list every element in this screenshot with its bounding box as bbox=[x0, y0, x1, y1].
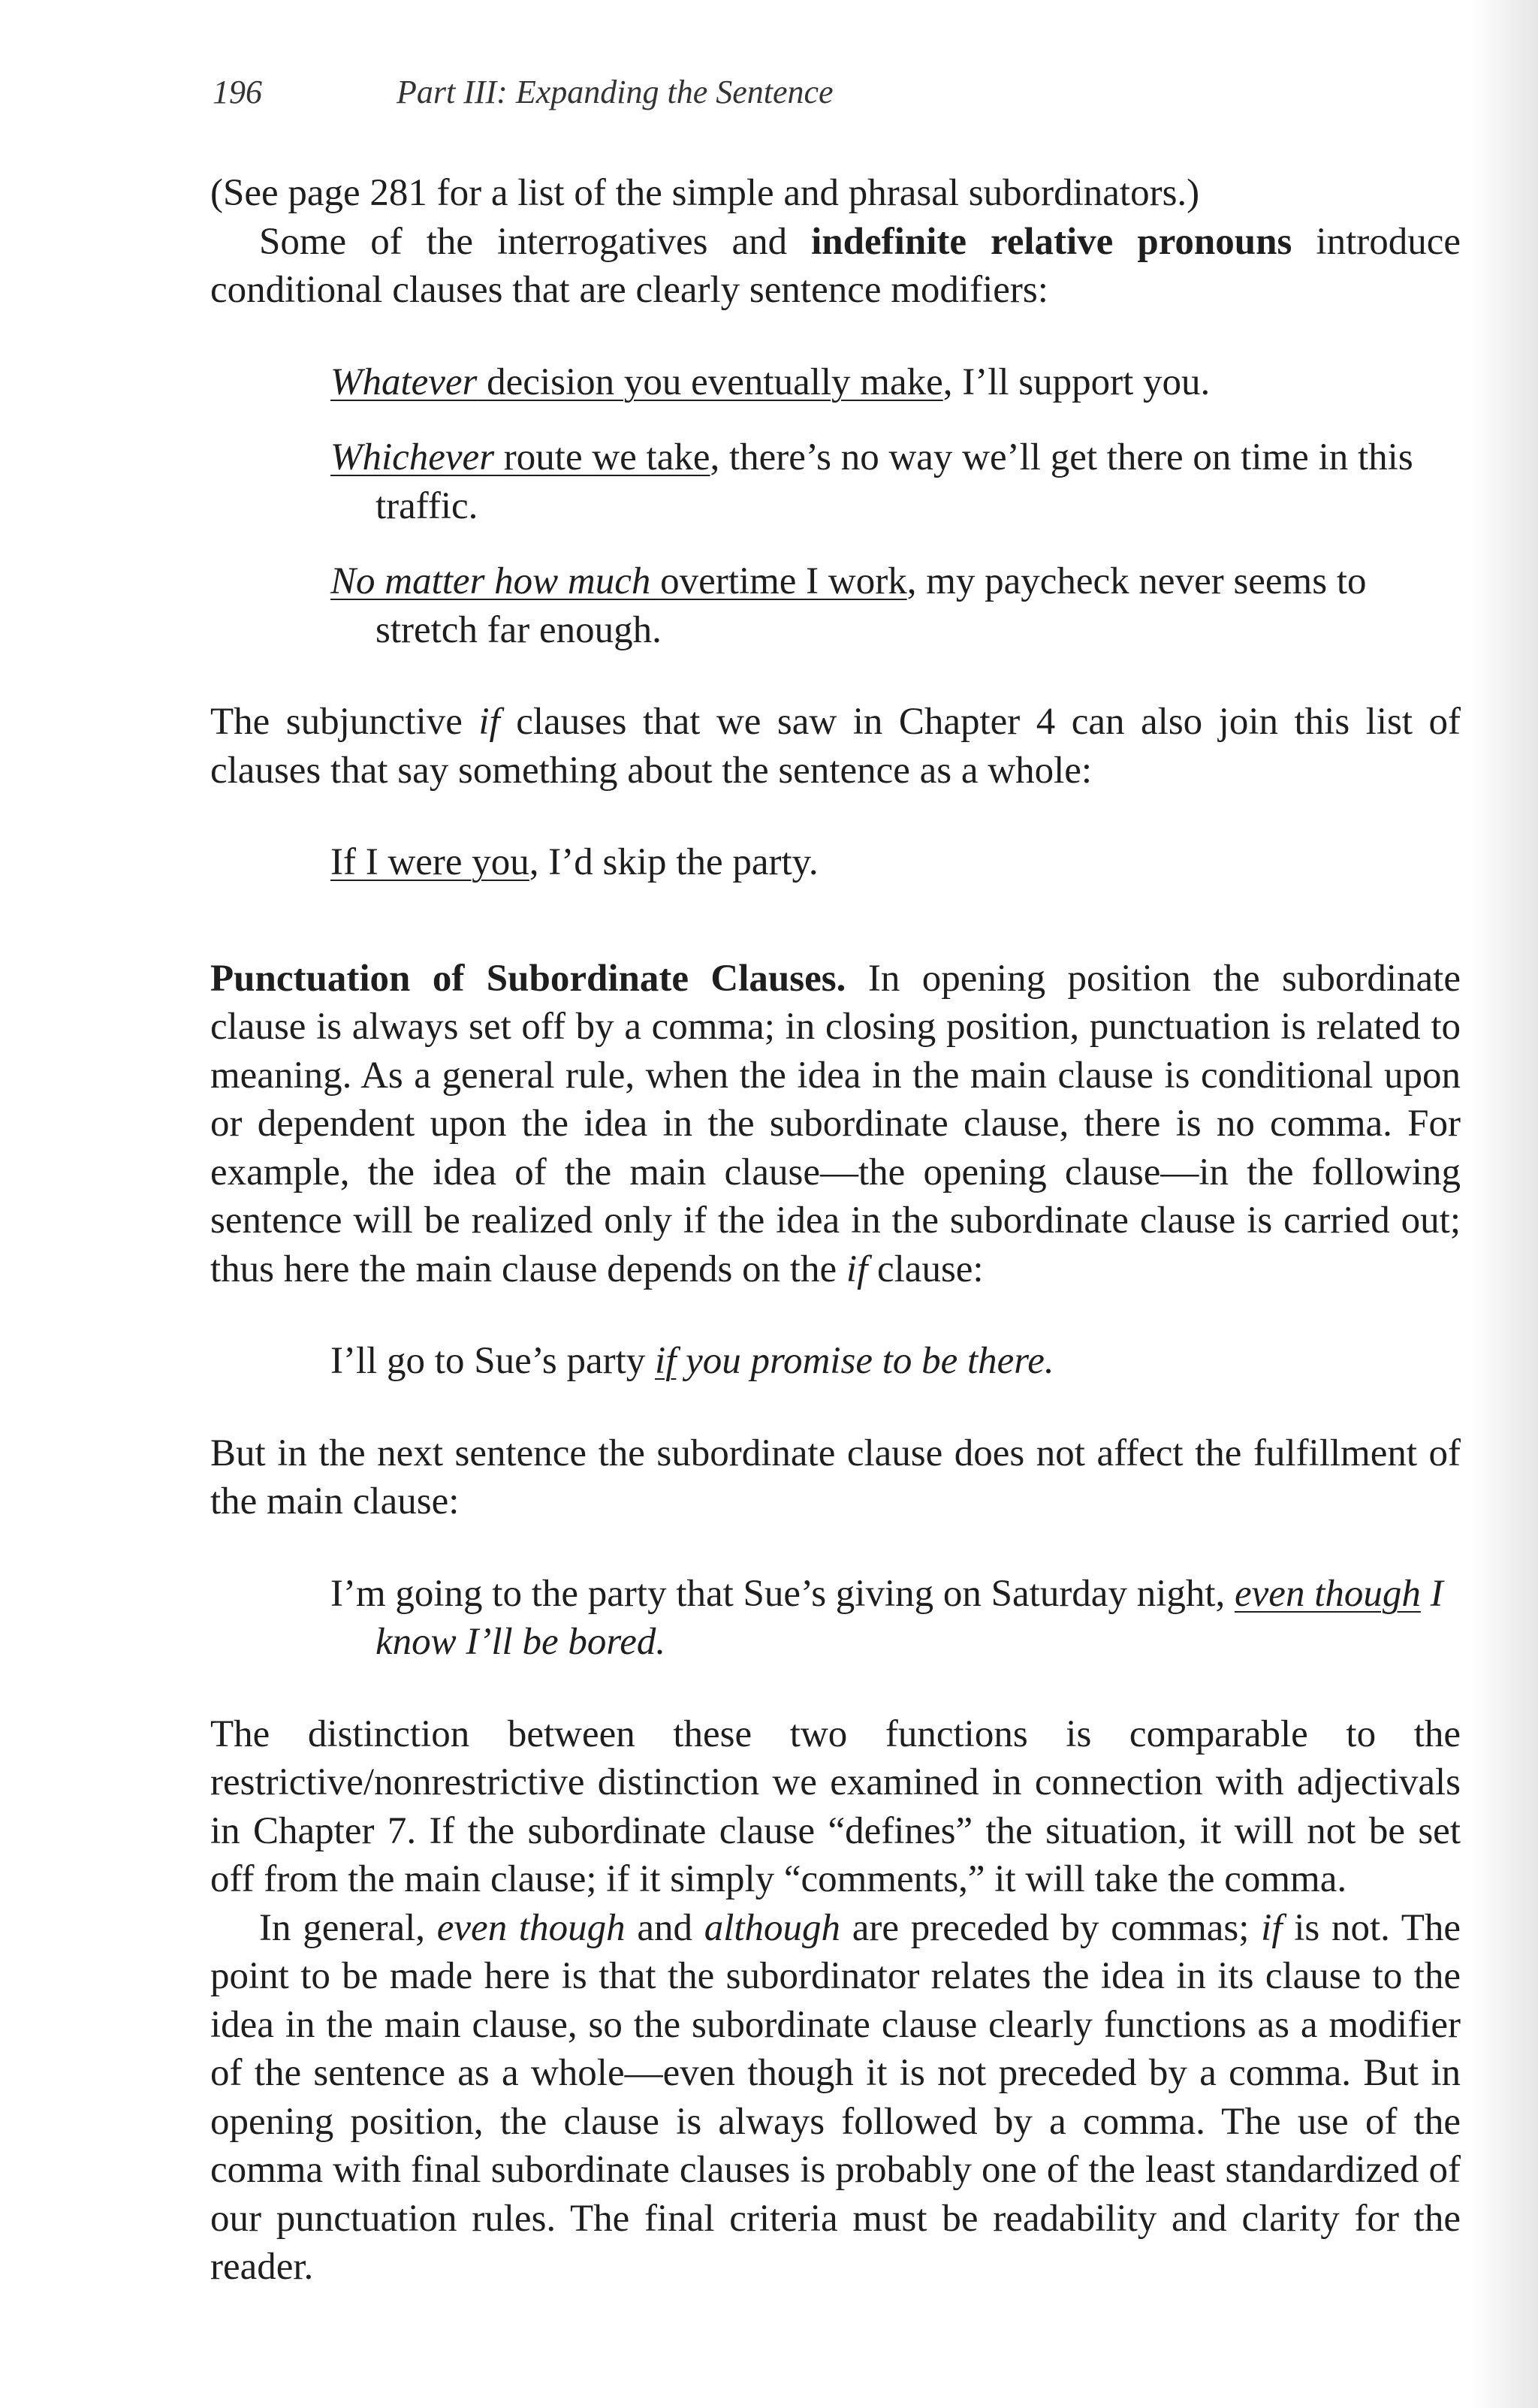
running-header bbox=[213, 71, 834, 113]
italic-clause: I know I’ll be bored. bbox=[375, 1572, 1443, 1663]
example-if-i-were-you bbox=[210, 838, 1461, 887]
bold-term: indefinite relative pronouns bbox=[811, 220, 1292, 263]
page-number: 196 bbox=[213, 74, 262, 110]
underlined-clause bbox=[330, 436, 710, 478]
text-run: , my paycheck never seems to stretch far enough. bbox=[375, 560, 1367, 651]
text-run: you promise to be there. bbox=[676, 1340, 1054, 1382]
italic-word: No matter how much bbox=[330, 560, 651, 602]
text-run: , there’s no way we’ll get there on time in this traffic. bbox=[375, 436, 1413, 527]
text-run: are preceded by commas; bbox=[840, 1906, 1262, 1949]
page-body bbox=[210, 169, 1461, 2292]
paragraph-text: But in the next sentence the subordinate clause does not affect the fulfillment of the main clause: bbox=[210, 1432, 1461, 1522]
italic-word: if bbox=[478, 701, 500, 743]
section-heading: Punctuation of Subordinate Clauses. bbox=[210, 957, 846, 1000]
text-run: clauses that we saw in Chapter 4 can also join this list of clauses that say something about the sentence as a whole: bbox=[210, 701, 1461, 792]
page-edge-shadow bbox=[1470, 0, 1538, 2408]
paragraph-next-sentence bbox=[210, 1429, 1461, 1526]
text-run: In general, bbox=[259, 1906, 437, 1949]
text-run: The subjunctive bbox=[210, 701, 479, 743]
italic-clause bbox=[655, 1340, 1054, 1382]
text-run: overtime I work bbox=[650, 560, 907, 602]
underlined-clause bbox=[330, 560, 907, 602]
italic-word: although bbox=[704, 1906, 841, 1949]
underlined-clause: If I were you bbox=[330, 841, 529, 883]
example-sues-party bbox=[210, 1337, 1461, 1386]
underlined-clause bbox=[330, 361, 943, 403]
text-run: and bbox=[625, 1906, 704, 1949]
italic-word: even though bbox=[436, 1906, 626, 1949]
paragraph-text: The distinction between these two functions is comparable to the restrictive/nonrestrictive distinction we examined in connection with adjectivals in Chapter 7. If the subordinate clause “defines” the situation, it will not be set off from the main clause; if it simply “comments,” it will take the comma. bbox=[210, 1712, 1461, 1900]
text-run: decision you eventually make bbox=[477, 361, 943, 403]
example-saturday-night bbox=[210, 1570, 1461, 1667]
example-whatever bbox=[210, 358, 1461, 407]
paragraph-interrogatives bbox=[210, 218, 1461, 315]
text-run: clause: bbox=[867, 1248, 984, 1290]
text-run: Some of the interrogatives and bbox=[259, 220, 812, 263]
text-run: In opening position the subordinate clause is always set off by a comma; in closing position, punctuation is related to meaning. As a general rule, when the idea in the main clause is conditional upon or dependent upon the idea in the subordinate clause, there is no comma. For example, the idea of the main clause—the opening clause—in the following sentence will be realized only if the idea in the subordinate clause is carried out; thus here the main clause depends on the bbox=[210, 957, 1461, 1290]
text-run: is not. The point to be made here is that the subordinator relates the idea in its clause to the idea in the main clause, so the subordinate clause clearly functions as a modifier of the sentence as a whole—even though it is not preceded by a comma. But in opening position, the clause is always followed by a comma. The use of the comma with final subordinate clauses is probably one of the least standardized of our punctuation rules. The final criteria must be readability and clarity for the reader. bbox=[210, 1906, 1461, 2288]
text-run: I’m going to the party that Sue’s giving on Saturday night, bbox=[330, 1572, 1235, 1615]
example-whichever bbox=[210, 433, 1461, 530]
underlined-word: if bbox=[655, 1340, 677, 1382]
paragraph-punctuation bbox=[210, 955, 1461, 1294]
paragraph-subjunctive bbox=[210, 698, 1461, 795]
running-title: Part III: Expanding the Sentence bbox=[397, 74, 834, 110]
italic-word: Whichever bbox=[330, 436, 495, 478]
text-run: introduce conditional clauses that are clearly sentence modifiers: bbox=[210, 220, 1461, 311]
text-run: route we take bbox=[494, 436, 710, 478]
underlined-subordinator: even though bbox=[1235, 1572, 1421, 1615]
italic-word: Whatever bbox=[330, 361, 478, 403]
italic-word: if bbox=[1261, 1906, 1283, 1949]
paragraph-distinction bbox=[210, 1710, 1461, 1904]
text-run: , I’d skip the party. bbox=[529, 841, 819, 883]
paragraph-see-page bbox=[210, 169, 1461, 218]
example-no-matter bbox=[210, 557, 1461, 654]
paragraph-in-general bbox=[210, 1904, 1461, 2292]
paragraph-text: (See page 281 for a list of the simple and phrasal subordinators.) bbox=[210, 172, 1200, 214]
text-run: , I’ll support you. bbox=[942, 361, 1211, 403]
text-run: I’ll go to Sue’s party bbox=[330, 1340, 656, 1382]
italic-word: if bbox=[846, 1248, 868, 1290]
